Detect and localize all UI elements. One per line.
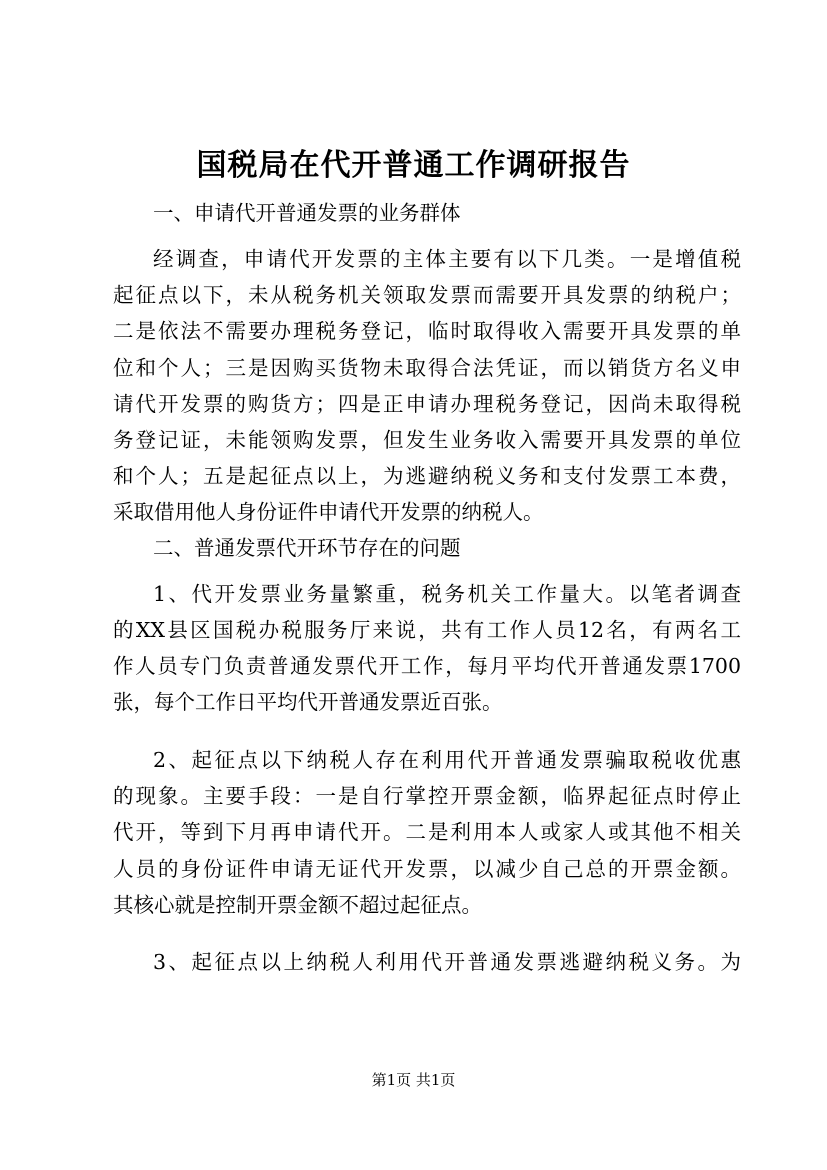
paragraph-line: 和个人；五是起征点以上，为逃避纳税义务和支付发票工本费，: [113, 464, 741, 488]
paragraph-line: 二是依法不需要办理税务登记，临时取得收入需要开具发票的单: [113, 319, 741, 343]
paragraph-line: 起征点以下，未从税务机关领取发票而需要开具发票的纳税户；: [113, 283, 741, 307]
paragraph-line: 作人员专门负责普通发票代开工作，每月平均代开普通发票1700: [113, 654, 741, 678]
paragraph-line: 位和个人；三是因购买货物未取得合法凭证，而以销货方名义申: [113, 356, 741, 380]
paragraph-line: 1、代开发票业务量繁重，税务机关工作量大。以笔者调查: [153, 582, 741, 606]
page-footer: 第1页 共1页: [371, 1071, 456, 1089]
paragraph-line: 采取借用他人身份证件申请代开发票的纳税人。: [113, 500, 544, 524]
paragraph-line: 请代开发票的购货方；四是正申请办理税务登记，因尚未取得税: [113, 392, 741, 416]
paragraph-line: 代开，等到下月再申请代开。二是利用本人或家人或其他不相关: [113, 820, 741, 844]
paragraph-line: 经调查，申请代开发票的主体主要有以下几类。一是增值税: [153, 247, 741, 271]
paragraph-line: 张，每个工作日平均代开普通发票近百张。: [113, 690, 503, 714]
paragraph-line: 3、起征点以上纳税人利用代开普通发票逃避纳税义务。为: [153, 950, 741, 974]
paragraph-line: 人员的身份证件申请无证代开发票，以减少自己总的开票金额。: [113, 857, 741, 881]
paragraph-line: 的XX县区国税办税服务厅来说，共有工作人员12名，有两名工: [113, 618, 741, 642]
paragraph-line: 2、起征点以下纳税人存在利用代开普通发票骗取税收优惠: [153, 748, 741, 772]
section-heading-2: 二、普通发票代开环节存在的问题: [153, 536, 461, 560]
document-title: 国税局在代开普通工作调研报告: [196, 148, 631, 183]
paragraph-line: 的现象。主要手段：一是自行掌控开票金额，临界起征点时停止: [113, 784, 741, 808]
paragraph-line: 其核心就是控制开票金额不超过起征点。: [113, 893, 482, 917]
section-heading-1: 一、申请代开普通发票的业务群体: [153, 201, 461, 225]
paragraph-line: 务登记证，未能领购发票，但发生业务收入需要开具发票的单位: [113, 428, 741, 452]
